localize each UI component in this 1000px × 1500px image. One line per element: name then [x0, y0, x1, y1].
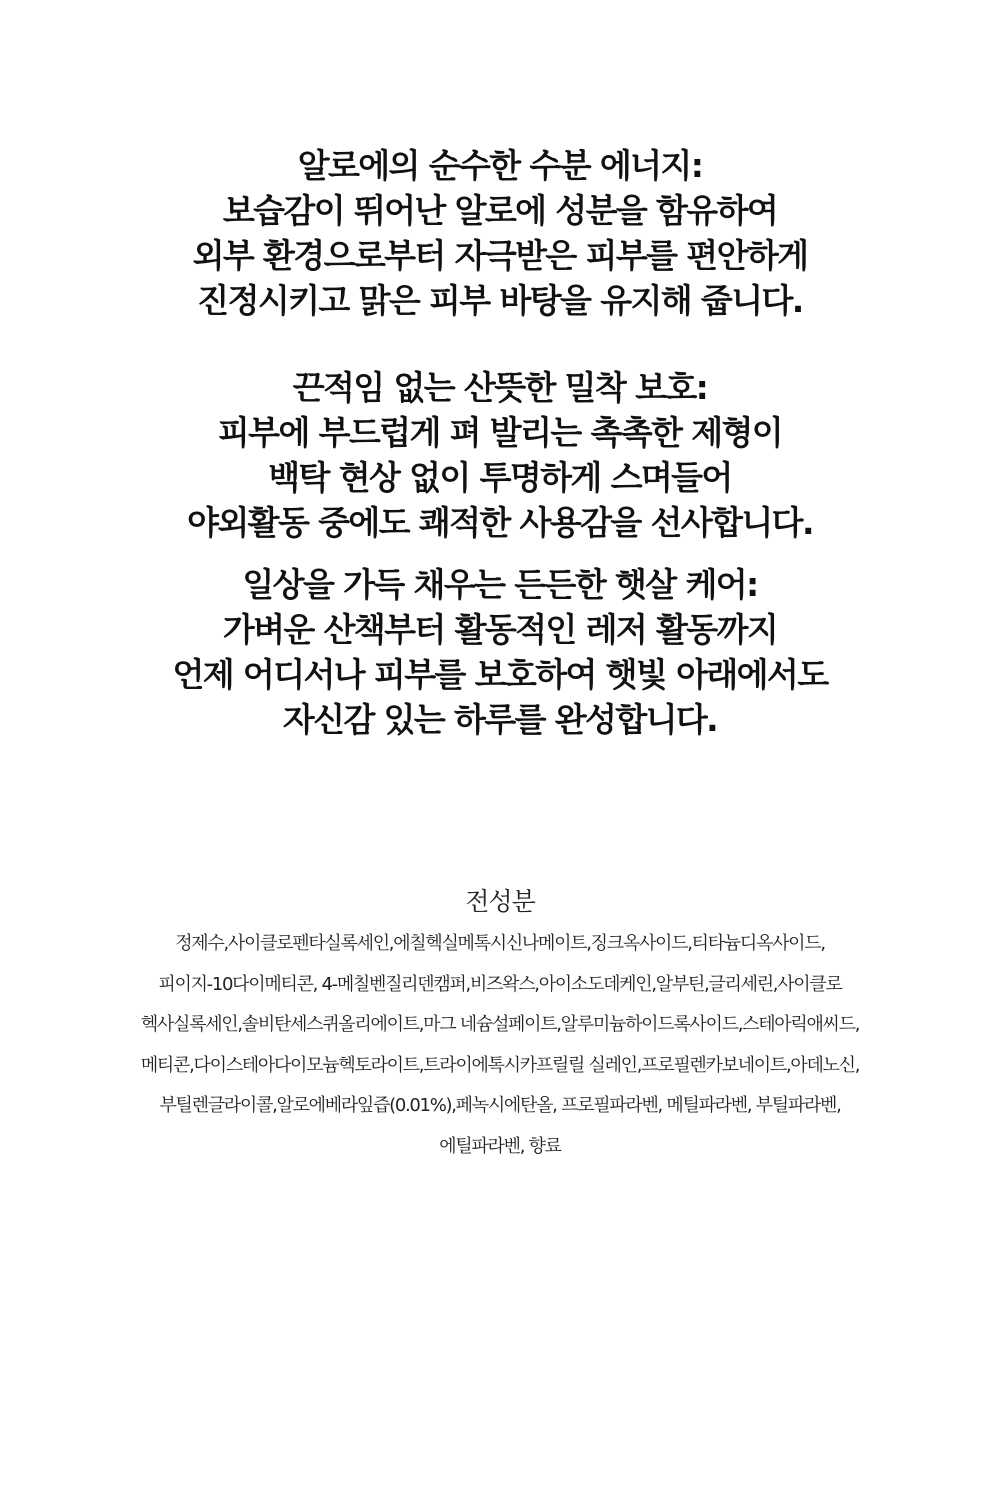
- ingredients-line: 피이지-10다이메티콘, 4-메칠벤질리덴캠퍼,비즈왁스,아이소도데케인,알부틴,글리세린,사이클로: [158, 973, 842, 995]
- feature-text-line: 백탁 현상 없이 투명하게 스며들어: [268, 458, 732, 497]
- feature-block-texture: [0, 365, 1000, 545]
- feature-heading: 끈적임 없는 산뜻한 밀착 보호:: [292, 368, 708, 407]
- feature-text-line: 자신감 있는 하루를 완성합니다.: [282, 700, 718, 739]
- ingredients-title: 전성분: [465, 887, 535, 916]
- ingredients-line: 정제수,사이클로펜타실록세인,에칠헥실메톡시신나메이트,징크옥사이드,티타늄디옥사이드,: [175, 933, 825, 954]
- feature-heading: 일상을 가득 채우는 든든한 햇살 케어:: [242, 565, 758, 604]
- feature-text-line: 야외활동 중에도 쾌적한 사용감을 선사합니다.: [187, 503, 813, 542]
- ingredients-line: 에틸파라벤, 향료: [439, 1135, 561, 1157]
- feature-text-line: 피부에 부드럽게 펴 발리는 촉촉한 제형이: [217, 413, 783, 452]
- feature-heading: 알로에의 순수한 수분 에너지:: [297, 146, 703, 185]
- feature-text-line: 언제 어디서나 피부를 보호하여 햇빛 아래에서도: [172, 655, 828, 694]
- feature-text-line: 가벼운 산책부터 활동적인 레저 활동까지: [222, 610, 778, 649]
- ingredients-section: [0, 882, 1000, 1167]
- feature-text-line: 진정시키고 맑은 피부 바탕을 유지해 줍니다.: [197, 281, 803, 320]
- ingredients-line: 메티콘,다이스테아다이모늄헥토라이트,트라이에톡시카프릴릴 실레인,프로필렌카보네이트,아데노신,: [140, 1054, 860, 1076]
- feature-text-line: 외부 환경으로부터 자극받은 피부를 편안하게: [192, 236, 808, 275]
- feature-block-moisture: [0, 143, 1000, 323]
- ingredients-line: 부틸렌글라이콜,알로에베라잎즙(0.01%),페녹시에탄올, 프로필파라벤, 메틸파라벤, 부틸파라벤,: [159, 1095, 841, 1116]
- feature-text-line: 보습감이 뛰어난 알로에 성분을 함유하여: [222, 191, 778, 230]
- ingredients-line: 헥사실록세인,솔비탄세스퀴올리에이트,마그 네슘설페이트,알루미늄하이드록사이드,스테아릭애씨드,: [140, 1014, 860, 1035]
- feature-block-sun-care: [0, 562, 1000, 742]
